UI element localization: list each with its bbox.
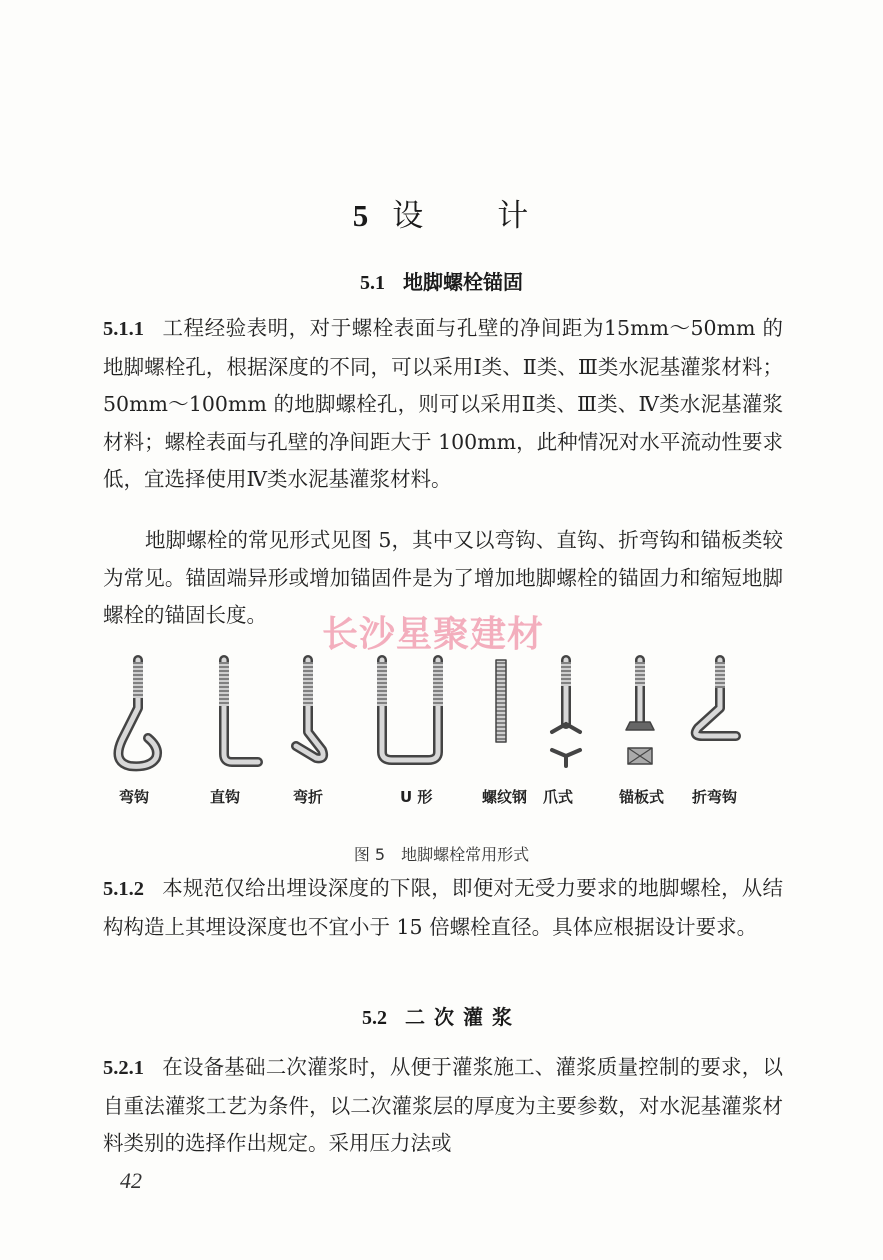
section-title: 地脚螺栓锚固 [403, 270, 523, 294]
clause-number: 5.1.2 [103, 878, 144, 900]
clause-5-1-1 [103, 310, 783, 499]
bent-fold-bolt-icon [296, 660, 323, 758]
figure-label: 弯折 [293, 788, 324, 806]
section-number: 5.2 [362, 1007, 387, 1029]
figure-label: 爪式 [543, 788, 574, 806]
rebar-bolt-icon [496, 660, 506, 742]
clause-text: 在设备基础二次灌浆时，从便于灌浆施工、灌浆质量控制的要求，以自重法灌浆工艺为条件，以二次灌浆层的厚度为主要参数，对水泥基灌浆材料类别的选择作出规定。采用压力法或 [103, 1055, 783, 1155]
figure-label: 折弯钩 [692, 788, 738, 806]
section-number: 5.1 [360, 272, 385, 294]
folded-hook-bolt-icon [696, 660, 736, 736]
bent-hook-bolt-icon [118, 660, 157, 766]
chapter-number: 5 [352, 198, 371, 233]
clause-5-1-2 [103, 870, 783, 946]
anchor-bolt-illustrations [100, 650, 780, 790]
chapter-title [0, 190, 883, 235]
figure-labels [0, 786, 883, 810]
clause-text: 本规范仅给出埋设深度的下限，即便对无受力要求的地脚螺栓，从结构构造上其埋设深度也不宜小于 15 倍螺栓直径。具体应根据设计要求。 [103, 876, 783, 939]
straight-hook-bolt-icon [219, 660, 258, 762]
paragraph-bolt-forms: 地脚螺栓的常见形式见图 5，其中又以弯钩、直钩、折弯钩和锚板类较为常见。锚固端异形或增加锚固件是为了增加地脚螺栓的锚固力和缩短地脚螺栓的锚固长度。 [103, 528, 783, 627]
anchor-plate-bolt-icon [626, 660, 654, 764]
figure-label: 螺纹钢 [482, 788, 528, 806]
clause-5-2-1 [103, 1049, 783, 1163]
chapter-title-part1: 设 [392, 198, 426, 234]
watermark: 长沙星聚建材 [322, 614, 545, 655]
clause-number: 5.1.1 [103, 318, 144, 340]
page-number: 42 [120, 1168, 142, 1193]
chapter-title-part2: 计 [497, 198, 531, 234]
section-heading-5-1 [0, 266, 883, 295]
figure-caption [0, 842, 883, 865]
claw-bolt-icon [552, 660, 580, 766]
figure-caption-text: 地脚螺栓常用形式 [401, 845, 530, 864]
figure-label: 直钩 [210, 788, 241, 806]
figure-label: U 形 [400, 788, 433, 806]
clause-text: 工程经验表明，对于螺栓表面与孔壁的净间距为15mm～50mm 的地脚螺栓孔，根据深度的不同，可以采用Ⅰ类、Ⅱ类、Ⅲ类水泥基灌浆材料；50mm～100mm 的地脚螺栓孔，则可以采用Ⅱ类、Ⅲ类、Ⅳ类水泥基灌浆材料；螺栓表面与孔壁的净间距大于 100mm，此种情况对水平流动性要求低，宜选择使用Ⅳ类水泥基灌浆材料。 [103, 316, 783, 491]
section-title: 二次灌浆 [405, 1005, 521, 1029]
figure-anchor-bolt-forms [100, 650, 780, 790]
figure-label: 弯钩 [119, 788, 150, 806]
clause-number: 5.2.1 [103, 1057, 144, 1079]
section-heading-5-2 [0, 1001, 883, 1030]
u-shape-bolt-icon [377, 660, 443, 760]
figure-label: 锚板式 [619, 788, 665, 806]
figure-number: 图 5 [353, 845, 386, 864]
